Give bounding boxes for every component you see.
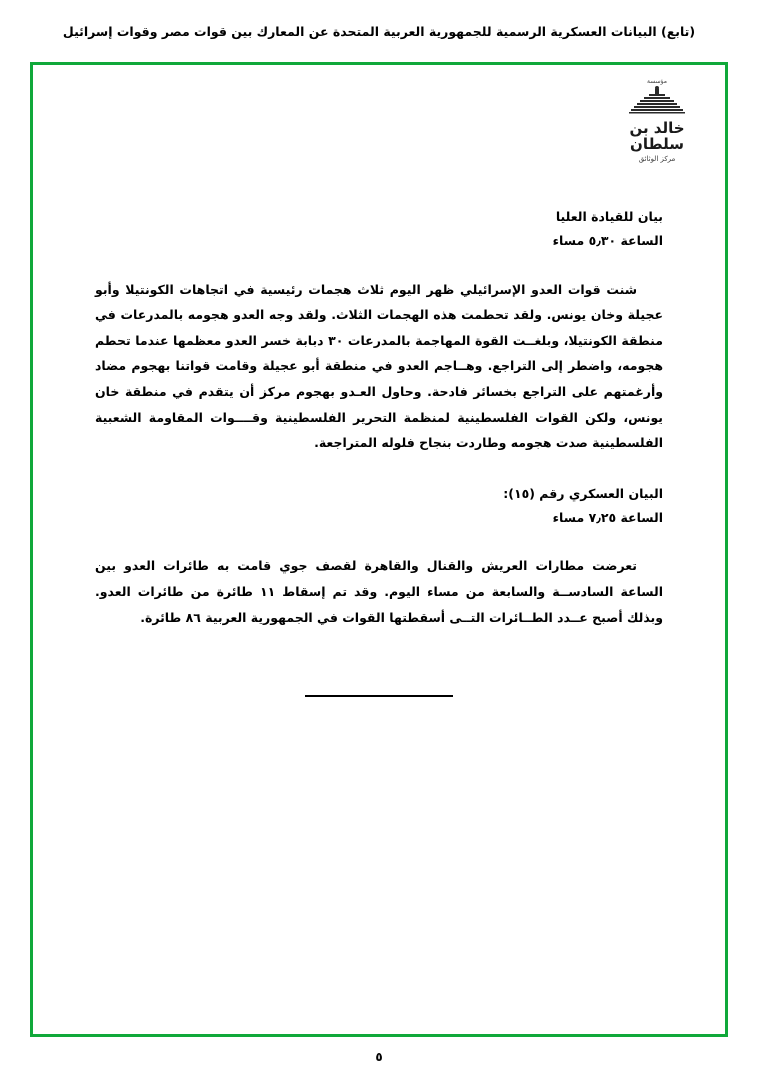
page-border-frame: [30, 62, 728, 1037]
section-divider-wrap: [33, 685, 725, 704]
statement-2-header: [95, 482, 663, 530]
statement-1-time: الساعة ٥٫٣٠ مساء: [552, 232, 663, 248]
spacer: [95, 456, 663, 482]
crest-icon: [627, 86, 687, 120]
document-body: [95, 205, 663, 630]
page-number: ٥: [375, 1050, 383, 1064]
organization-emblem: [611, 79, 703, 161]
statement-2-heading: البيان العسكري رقم (١٥):: [503, 485, 663, 501]
statement-1-header: [95, 205, 663, 253]
statement-2-paragraph: تعرضت مطارات العريش والقنال والقاهرة لقصف جوي قامت به طائرات العدو بين الساعة السادســة والسابعة من مساء اليوم. وقد تم إسقاط ١١ طائرة من طائرات العدو. وبذلك أصبح عــدد الطــائرات التــى أسقطتها القوات في الجمهورية العربية ٨٦ طائرة.: [95, 558, 663, 625]
spacer: [95, 535, 663, 553]
emblem-subtitle: مركز الوثائق: [638, 154, 676, 163]
emblem-name: خالد بن سلطان: [629, 119, 685, 153]
spacer: [95, 259, 663, 277]
emblem-top-label: مؤسسة: [647, 78, 667, 85]
section-divider: [305, 695, 453, 697]
statement-1-heading: بيان للقيادة العليا: [555, 209, 663, 224]
running-head: (تابع) البيانات العسكرية الرسمية للجمهورية العربية المتحدة عن المعارك بين قوات مصر وقوات إسرائيل: [62, 24, 696, 39]
statement-2-time: الساعة ٧٫٢٥ مساء: [552, 509, 663, 525]
statement-1-paragraph: شنت قوات العدو الإسرائيلي ظهر اليوم ثلاث هجمات رئيسية في اتجاهات الكونتيلا وأبو عجيلة وخان يونس. ولقد تحطمت هذه الهجمات الثلاث. ولقد وجه العدو هجومه بالمدرعات في منطقة الكونتيلا، وبلغــت القوة المهاجمة بالمدرعات ٣٠ دبابة خسر العدو معظمها عندما تحطم هجومه، واضطر إلى التراجع. وهــاجم العدو في منطقة أبو عجيلة وقامت قواتنا بهجوم مضاد وأرغمتهم على التراجع بخسائر فادحة. وحاول العـدو بهجوم مركز أن يتقدم في منطقة خان يونس، ولكن القوات الفلسطينية لمنظمة التحرير الفلسطينية وقــــوات المقاومة الشعبية الفلسطينية صدت هجومه وطاردت بنجاح فلوله المتراجعة.: [95, 281, 663, 451]
